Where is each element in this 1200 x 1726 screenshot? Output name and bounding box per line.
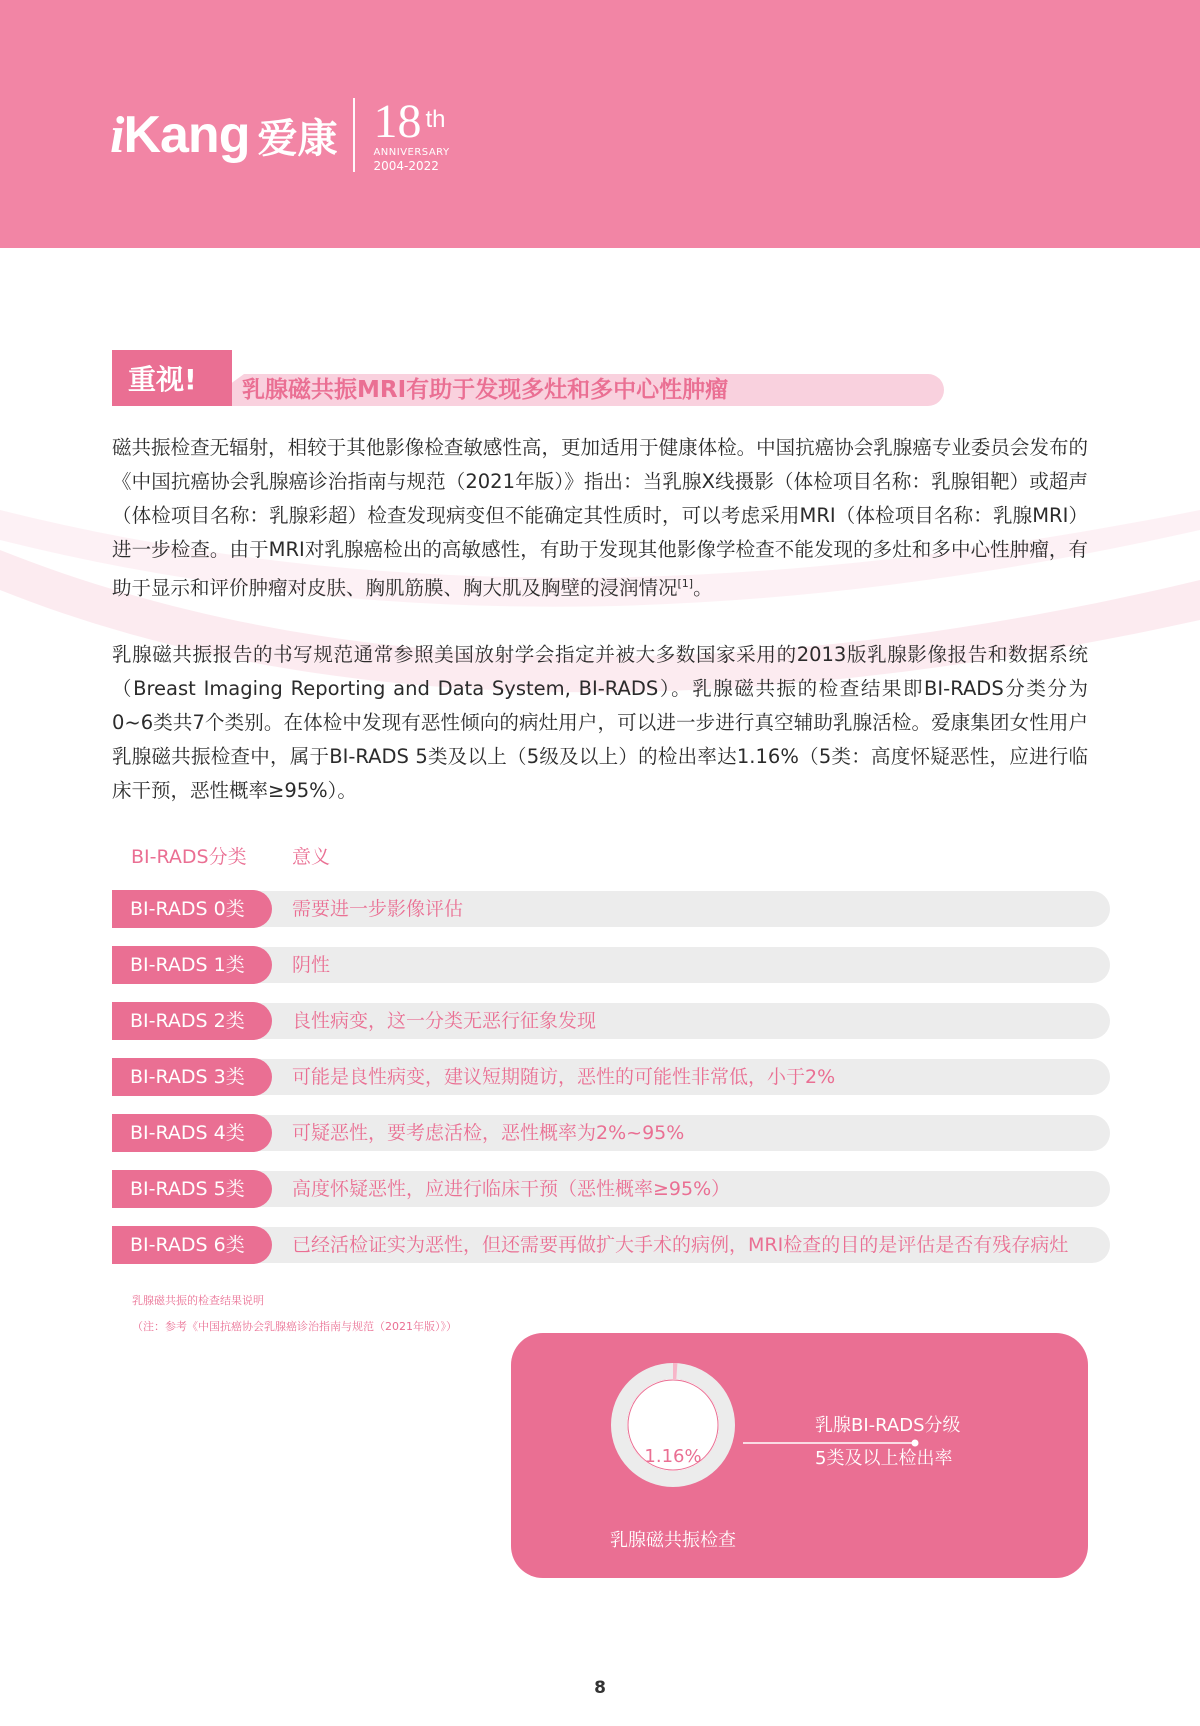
paragraph-intro bbox=[112, 431, 1088, 606]
logo-wordmark bbox=[110, 105, 249, 165]
row-meaning: 阴性 bbox=[292, 954, 331, 976]
row-category: BI-RADS 5类 bbox=[112, 1170, 272, 1208]
table-row bbox=[112, 946, 1110, 984]
section-heading: 乳腺磁共振MRI有助于发现多灶和多中心性肿瘤 bbox=[242, 377, 729, 403]
row-category: BI-RADS 4类 bbox=[112, 1114, 272, 1152]
stat-value: 1.16% bbox=[644, 1446, 702, 1467]
donut-chart bbox=[611, 1363, 735, 1487]
table-row bbox=[112, 1002, 1110, 1040]
stat-caption: 乳腺磁共振检查 bbox=[610, 1530, 736, 1551]
row-category: BI-RADS 3类 bbox=[112, 1058, 272, 1096]
row-meaning: 需要进一步影像评估 bbox=[292, 898, 464, 920]
stat-label-line2: 5类及以上检出率 bbox=[815, 1448, 953, 1469]
paragraph-birads: 乳腺磁共振报告的书写规范通常参照美国放射学会指定并被大多数国家采用的2013版乳腺影像报告和数据系统（Breast Imaging Reporting and Data System, BI-RADS）。乳腺磁共振的检查结果即BI-RADS分类分为0~6类共7个类别。在体检中发现有恶性倾向的病灶用户，可以进一步进行真空辅助乳腺活检。爱康集团女性用户乳腺磁共振检查中，属于BI-RADS 5类及以上（5级及以上）的检出率达1.16%（5类：高度怀疑恶性，应进行临床干预，恶性概率≥95%）。 bbox=[112, 643, 1088, 802]
anniversary-years: 2004-2022 bbox=[373, 159, 439, 173]
row-category: BI-RADS 6类 bbox=[112, 1226, 272, 1264]
reference-marker: [1] bbox=[677, 577, 694, 590]
anniversary-number-line bbox=[373, 95, 449, 148]
stat-card bbox=[511, 1333, 1088, 1578]
anniversary-badge bbox=[373, 95, 450, 173]
birads-table bbox=[112, 890, 1110, 1282]
anniversary-suffix: th bbox=[425, 106, 446, 133]
table-caption: 乳腺磁共振的检查结果说明 bbox=[132, 1294, 264, 1307]
table-header-meaning: 意义 bbox=[292, 846, 331, 868]
anniversary-label: ANNIVERSARY bbox=[373, 147, 450, 158]
paragraph-intro-end: 。 bbox=[693, 576, 713, 600]
page-number: 8 bbox=[594, 1678, 606, 1698]
page-header bbox=[0, 0, 1200, 248]
logo-divider bbox=[353, 98, 355, 172]
table-row bbox=[112, 1226, 1110, 1264]
row-category: BI-RADS 1类 bbox=[112, 946, 272, 984]
row-category: BI-RADS 2类 bbox=[112, 1002, 272, 1040]
logo-chinese: 爱康 bbox=[257, 115, 338, 162]
table-row bbox=[112, 890, 1110, 928]
section-tag: 重视! bbox=[112, 350, 232, 406]
table-row bbox=[112, 1058, 1110, 1096]
donut-center bbox=[627, 1379, 719, 1471]
row-meaning: 可疑恶性，要考虑活检，恶性概率为2%~95% bbox=[292, 1122, 685, 1144]
row-meaning: 高度怀疑恶性，应进行临床干预（恶性概率≥95%） bbox=[292, 1178, 731, 1200]
ikang-logo bbox=[110, 95, 450, 173]
table-header-category: BI-RADS分类 bbox=[131, 846, 247, 868]
row-category: BI-RADS 0类 bbox=[112, 890, 272, 928]
stat-label-line1: 乳腺BI-RADS分级 bbox=[815, 1415, 961, 1436]
row-meaning: 良性病变，这一分类无恶行征象发现 bbox=[292, 1010, 597, 1032]
table-reference-note: （注：参考《中国抗癌协会乳腺癌诊治指南与规范（2021年版）》） bbox=[132, 1320, 457, 1333]
paragraph-intro-text: 磁共振检查无辐射，相较于其他影像检查敏感性高，更加适用于健康体检。中国抗癌协会乳腺癌专业委员会发布的《中国抗癌协会乳腺癌诊治指南与规范（2021年版）》指出：当乳腺X线摄影（体检项目名称：乳腺钼靶）或超声（体检项目名称：乳腺彩超）检查发现病变但不能确定其性质时，可以考虑采用MRI（体检项目名称：乳腺MRI）进一步检查。由于MRI对乳腺癌检出的高敏感性，有助于发现其他影像学检查不能发现的多灶和多中心性肿瘤，有助于显示和评价肿瘤对皮肤、胸肌筋膜、胸大肌及胸壁的浸润情况 bbox=[112, 436, 1088, 600]
anniversary-number: 18 bbox=[373, 95, 422, 148]
table-row bbox=[112, 1114, 1110, 1152]
table-row bbox=[112, 1170, 1110, 1208]
row-meaning: 可能是良性病变，建议短期随访，恶性的可能性非常低，小于2% bbox=[292, 1066, 836, 1088]
row-meaning: 已经活检证实为恶性，但还需要再做扩大手术的病例，MRI检查的目的是评估是否有残存病灶 bbox=[292, 1234, 1069, 1256]
logo-main: Kang bbox=[123, 106, 250, 164]
logo-prefix: i bbox=[110, 107, 124, 164]
